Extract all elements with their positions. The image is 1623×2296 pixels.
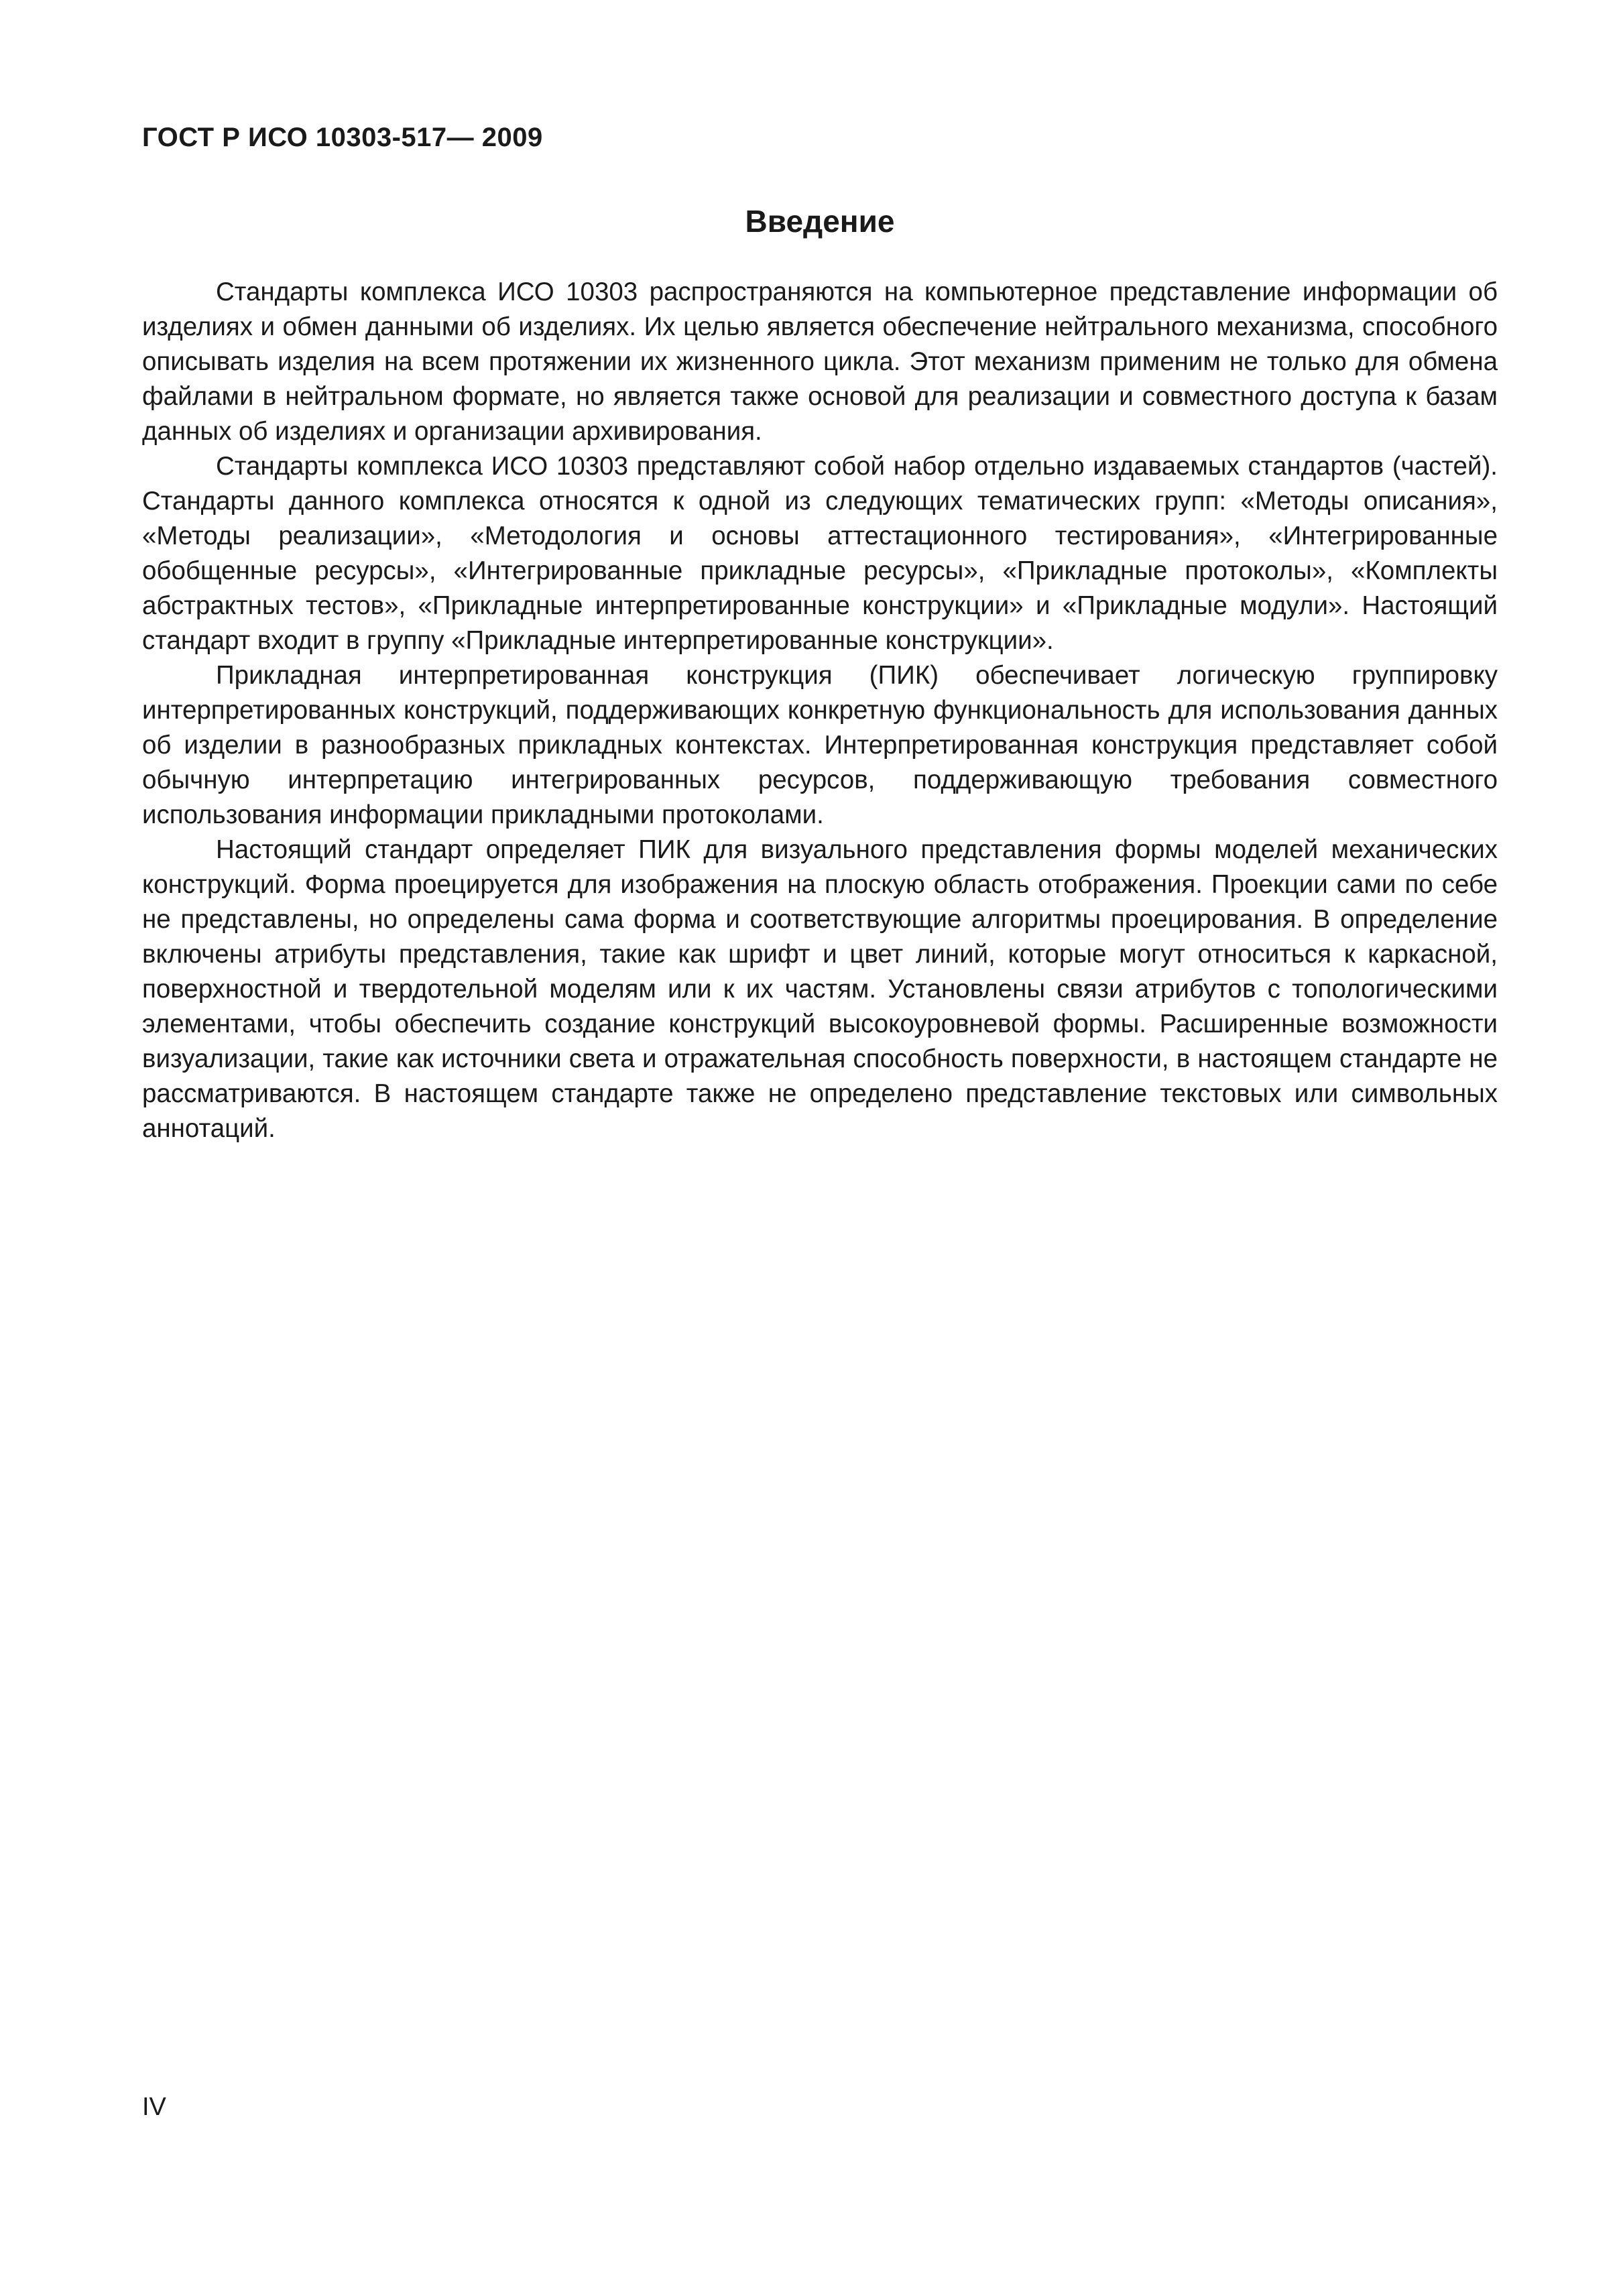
paragraph-4: Настоящий стандарт определяет ПИК для визуального представления формы моделей механических конструкций. Форма проецируется для изображения на плоскую область отображения. Проекции сами по себе не представлены, но определены сама форма и соответствующие алгоритмы проецирования. В определение включены атрибуты представления, такие как шрифт и цвет линий, которые могут относиться к каркасной, поверхностной и твердотельной моделям или к их частям. Установлены связи атрибутов с топологическими элементами, чтобы обеспечить создание конструкций высокоуровневой формы. Расширенные возможности визуализации, такие как источники света и отражательная способность поверхности, в настоящем стандарте не рассматриваются. В настоящем стандарте также не определено представление текстовых или символьных аннотаций.	[142, 835, 1498, 1143]
paragraph-1: Стандарты комплекса ИСО 10303 распространяются на компьютерное представление информации об изделиях и обмен данными об изделиях. Их целью является обеспечение нейтрального механизма, способного описывать изделия на всем протяжении их жизненного цикла. Этот механизм применим не только для обмена файлами в нейтральном формате, но является также основой для реализации и совместного доступа к базам данных об изделиях и организации архивирования.	[142, 278, 1498, 446]
page-number: IV	[142, 2093, 166, 2121]
section-title: Введение	[745, 204, 895, 239]
paragraph-2: Стандарты комплекса ИСО 10303 представляют собой набор отдельно издаваемых стандартов (частей). Стандарты данного комплекса относятся к одной из следующих тематических групп: «Методы описания», «Методы реализации», «Методология и основы аттестационного тестирования», «Интегрированные обобщенные ресурсы», «Интегрированные прикладные ресурсы», «Прикладные протоколы», «Комплекты абстрактных тестов», «Прикладные интерпретированные конструкции» и «Прикладные модули». Настоящий стандарт входит в группу «Прикладные интерпретированные конструкции».	[142, 452, 1498, 655]
document-header-code: ГОСТ Р ИСО 10303-517— 2009	[142, 123, 543, 152]
introduction-body	[142, 275, 1498, 1146]
paragraph-3: Прикладная интерпретированная конструкция (ПИК) обеспечивает логическую группировку интерпретированных конструкций, поддерживающих конкретную функциональность для использования данных об изделии в разнообразных прикладных контекстах. Интерпретированная конструкция представляет собой обычную интерпретацию интегрированных ресурсов, поддерживающую требования совместного использования информации прикладными протоколами.	[142, 661, 1498, 829]
